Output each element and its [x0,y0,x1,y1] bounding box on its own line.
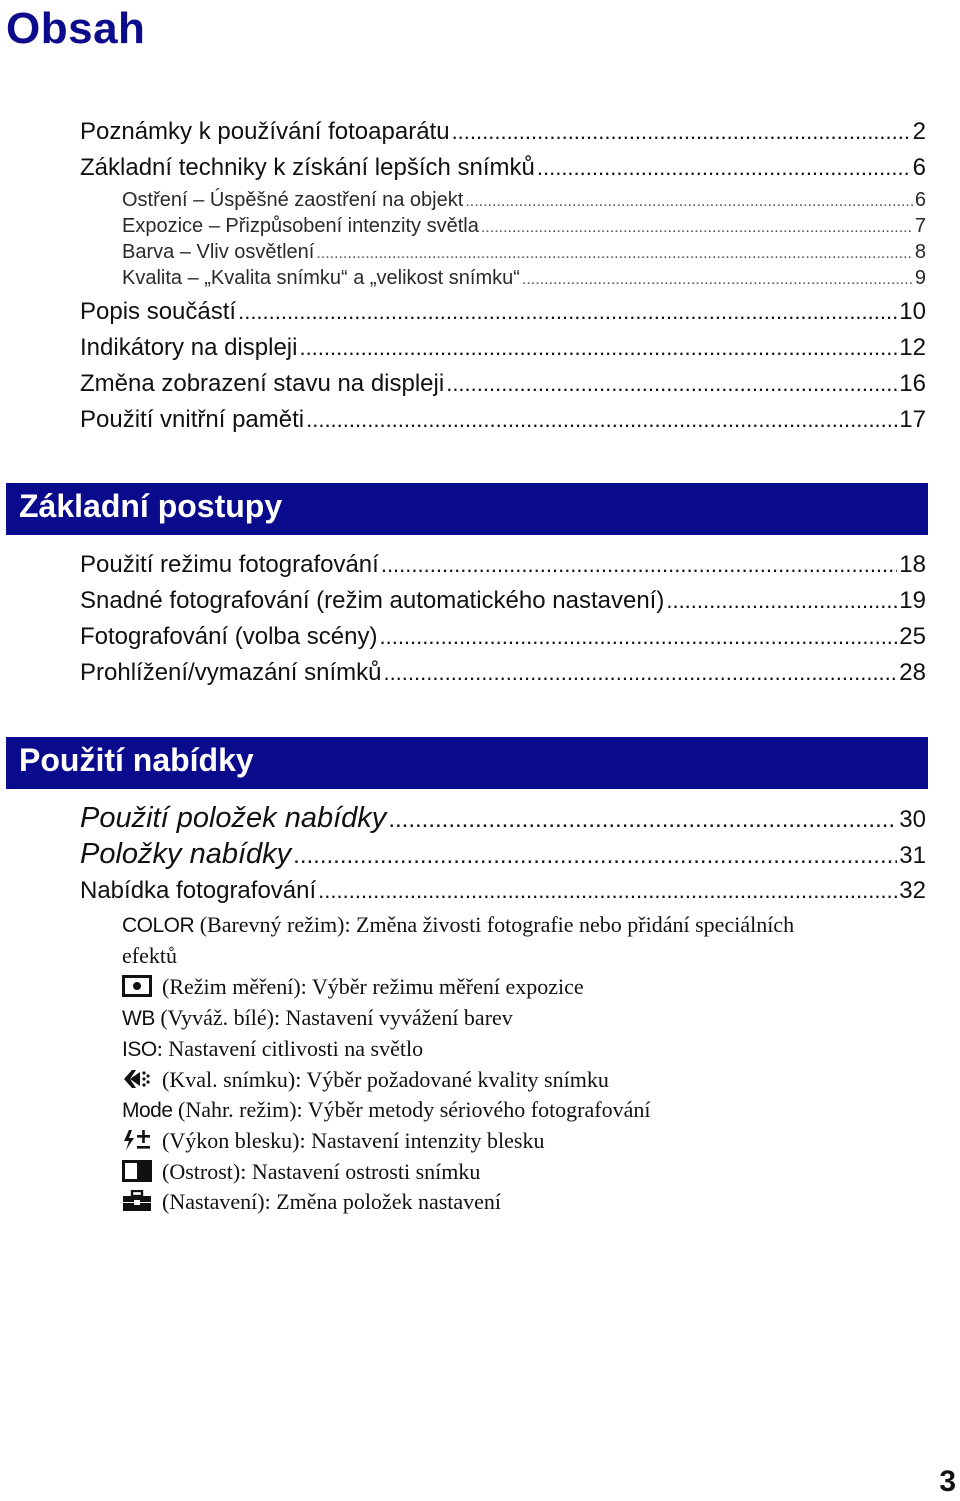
toc-entry-label: Snadné fotografování (režim automatického nastavení) [80,587,665,614]
menu-item-text: : Nastavení citlivosti na světlo [156,1036,424,1061]
toc-page-number: 28 [899,659,926,686]
toc-entry-label: Poznámky k používání fotoaparátu [80,118,450,145]
toc-page-number: 9 [914,267,926,289]
toc-entry[interactable] [80,154,926,186]
toc-entry-label: Použití vnitřní paměti [80,406,305,433]
toc-subentry[interactable] [122,189,926,215]
toc-leader [522,267,913,290]
toc-entry[interactable] [80,406,926,438]
toc-page-number: 6 [914,189,926,211]
toc-entry[interactable] [80,587,926,619]
toc-leader [465,189,913,212]
toc-leader [299,334,897,362]
toc-entry-label: Nabídka fotografování [80,877,317,904]
flash-level-icon [122,1128,152,1159]
toc-entry[interactable] [80,838,926,874]
toc-entry-label: Ostření – Úspěšné zaostření na objekt [122,189,464,211]
toc-page-number: 6 [912,154,926,181]
toc-leader [446,370,897,398]
toc-leader [666,587,897,615]
toc-entry-label: Expozice – Přizpůsobení intenzity světla [122,215,479,237]
toc-subentry[interactable] [122,241,926,267]
toc-page-number: 16 [899,370,926,397]
menu-item-code: COLOR [122,914,195,937]
toc-page-number: 7 [914,215,926,237]
toc-leader [383,659,897,687]
toc-entry[interactable] [80,551,926,583]
toc-entry-label: Změna zobrazení stavu na displeji [80,370,445,397]
toc-entry-label: Použití režimu fotografování [80,551,379,578]
toc-entry-label: Popis součástí [80,298,237,325]
toc-entry[interactable] [80,623,926,655]
menu-item-text: efektů [122,943,177,968]
menu-item-text: (Režim měření): Výběr režimu měření expozice [162,974,584,999]
toc-entry-label: Prohlížení/vymazání snímků [80,659,382,686]
section-header-menu [6,737,928,789]
toc-entry[interactable] [80,334,926,366]
section-header-basic [6,483,928,535]
toc-leader [537,154,911,182]
menu-item-code: WB [122,1007,155,1030]
toc-entry-label: Barva – Vliv osvětlení [122,241,315,263]
menu-item-text: (Výkon blesku): Nastavení intenzity blesku [162,1128,545,1153]
toc-subentry[interactable] [122,215,926,241]
menu-item-text: (Nastavení): Změna položek nastavení [162,1189,502,1214]
menu-item-iso[interactable] [122,1033,882,1065]
menu-item-image-quality[interactable] [122,1064,882,1098]
toc-page-number: 19 [899,587,926,614]
menu-item-color-continued [122,940,882,971]
toc-entry-label: Kvalita – „Kvalita snímku“ a „velikost snímku“ [122,267,520,289]
toc-page-number: 8 [914,241,926,263]
menu-item-color[interactable] [122,909,882,941]
menu-item-text: (Ostrost): Nastavení ostrosti snímku [162,1159,481,1184]
toc-leader [238,298,897,326]
toc-leader [452,118,911,146]
menu-item-flash-level[interactable] [122,1125,882,1159]
toc-page-number: 31 [899,842,926,869]
section-title: Základní postupy [19,488,283,524]
metering-mode-icon [122,974,152,1005]
toc-leader [388,806,897,834]
toc-subentry[interactable] [122,267,926,293]
toc-leader [316,241,913,264]
toc-entry[interactable] [80,298,926,330]
menu-item-text: (Nahr. režim): Výběr metody sériového fotografování [178,1097,651,1122]
toc-page-number: 32 [899,877,926,904]
toc-entry[interactable] [80,877,926,909]
menu-item-metering[interactable] [122,971,882,1005]
menu-item-text: (Kval. snímku): Výběr požadované kvality snímku [162,1067,609,1092]
menu-item-white-balance[interactable] [122,1002,882,1034]
toc-page-number: 2 [912,118,926,145]
menu-item-code: ISO [122,1038,157,1061]
toc-leader [293,842,897,870]
toc-entry[interactable] [80,370,926,402]
page-title: Obsah [6,4,146,53]
toc-entry-label: Fotografování (volba scény) [80,623,378,650]
menu-item-setup[interactable] [122,1186,882,1220]
menu-item-code: Mode [122,1099,173,1122]
toc-page-number: 25 [899,623,926,650]
toc-entry[interactable] [80,802,926,838]
toc-entry-label: Použití položek nabídky [80,802,387,834]
toc-leader [379,623,897,651]
toc-entry[interactable] [80,659,926,691]
setup-toolbox-icon [122,1189,152,1220]
toc-page-number: 12 [899,334,926,361]
toc-leader [306,406,897,434]
toc-page-number: 17 [899,406,926,433]
toc-page-number: 30 [899,806,926,833]
toc-leader [318,877,897,905]
toc-page-number: 18 [899,551,926,578]
toc-entry-label: Položky nabídky [80,838,292,870]
section-title: Použití nabídky [19,742,254,778]
toc-entry-label: Základní techniky k získání lepších snímků [80,154,535,181]
toc-page-number: 10 [899,298,926,325]
menu-item-burst-mode[interactable] [122,1094,882,1126]
menu-item-text: (Vyváž. bílé): Nastavení vyvážení barev [160,1005,513,1030]
toc-entry[interactable] [80,118,926,150]
toc-entry-label: Indikátory na displeji [80,334,298,361]
page-number: 3 [939,1465,956,1498]
toc-leader [381,551,897,579]
toc-leader [481,215,913,238]
menu-item-text: (Barevný režim): Změna živosti fotografie nebo přidání speciálních [199,912,795,937]
menu-item-sharpness[interactable] [122,1156,882,1190]
